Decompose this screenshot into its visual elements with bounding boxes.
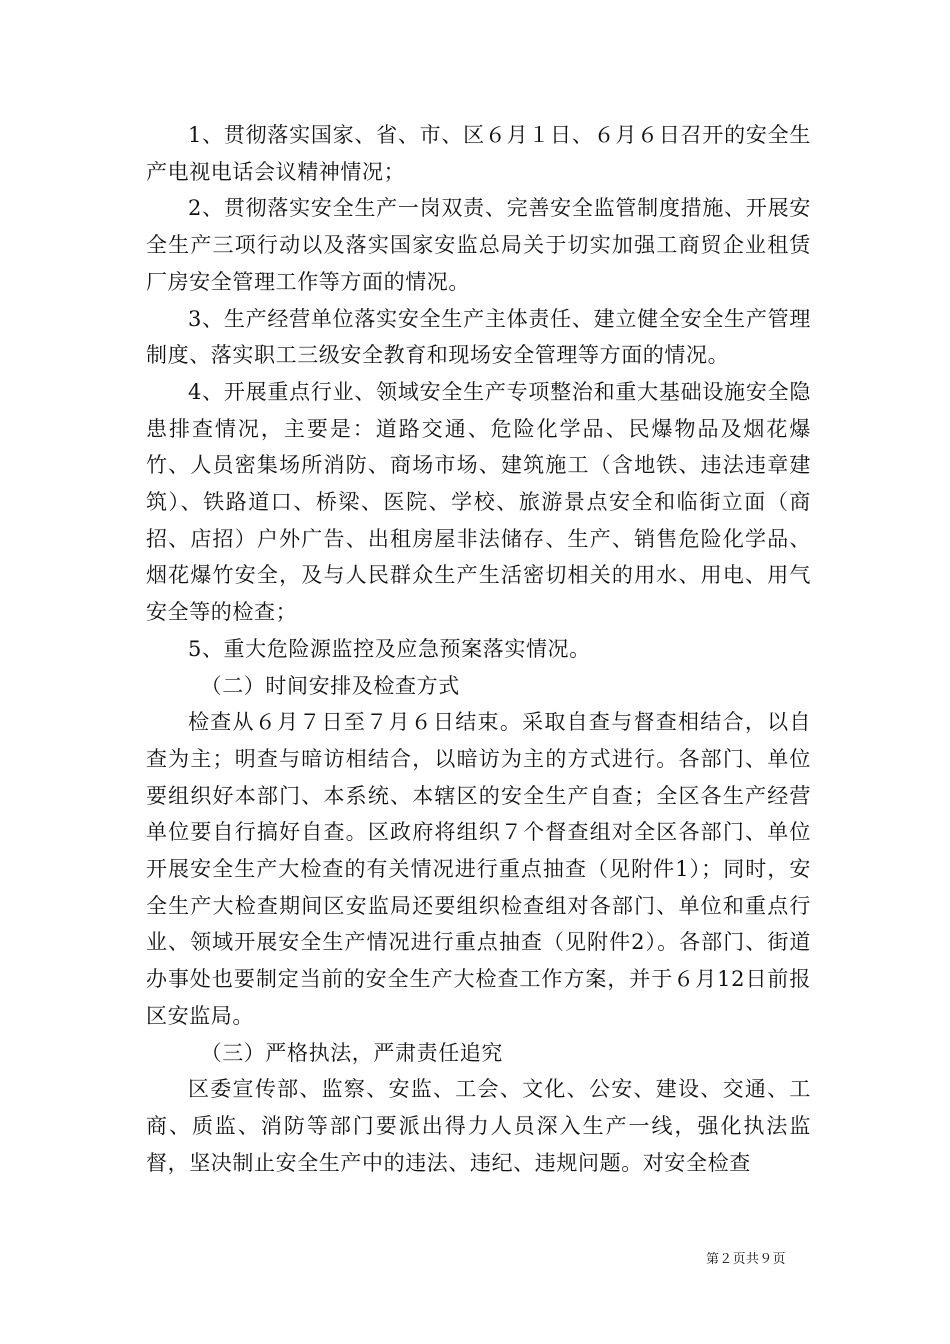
paragraph-item-5: 5、重大危险源监控及应急预案落实情况。: [188, 636, 591, 661]
paragraph-enforcement: 区委宣传部、监察、安监、工会、文化、公安、建设、交通、工商、质监、消防等部门要派出得力人员深入生产一线，强化执法监督，坚决制止安全生产中的违法、违纪、违规问题。对安全检查: [146, 1077, 811, 1175]
paragraph-schedule: 检查从６月７日至７月６日结束。采取自查与督查相结合，以自查为主；明查与暗访相结合，以暗访为主的方式进行。各部门、单位要组织好本部门、本系统、本辖区的安全生产自查；全区各生产经营单位要自行搞好自查。区政府将组织７个督查组对全区各部门、单位开展安全生产大检查的有关情况进行重点抽查（见附件1）；同时，安全生产大检查期间区安监局还要组织检查组对各部门、单位和重点行业、领域开展安全生产情况进行重点抽查（见附件2）。各部门、街道办事处也要制定当前的安全生产大检查工作方案，并于６月12日前报区安监局。: [146, 710, 811, 1028]
paragraph-item-1: 1、贯彻落实国家、省、市、区６月１日、６月６日召开的安全生产电视电话会议精神情况；: [146, 123, 811, 184]
paragraph-item-3: 3、生产经营单位落实安全生产主体责任、建立健全安全生产管理制度、落实职工三级安全教育和现场安全管理等方面的情况。: [146, 306, 811, 368]
paragraph-item-2: 2、贯彻落实安全生产一岗双责、完善安全监管制度措施、开展安全生产三项行动以及落实国家安监总局关于切实加强工商贸企业租赁厂房安全管理工作等方面的情况。: [146, 196, 811, 294]
section-heading-enforcement: （三）严格执法，严肃责任追究: [200, 1040, 503, 1065]
document-body: [146, 117, 811, 1181]
paragraph-item-4: 4、开展重点行业、领域安全生产专项整治和重大基础设施安全隐患排查情况，主要是：道路交通、危险化学品、民爆物品及烟花爆竹、人员密集场所消防、商场市场、建筑施工（含地铁、违法违章建筑）、铁路道口、桥梁、医院、学校、旅游景点安全和临街立面（商招、店招）户外广告、出租房屋非法储存、生产、销售危险化学品、烟花爆竹安全，及与人民群众生产生活密切相关的用水、用电、用气安全等的检查；: [146, 379, 811, 625]
page-number-footer: 第２页共９页: [706, 1252, 786, 1267]
section-heading-schedule: （二）时间安排及检查方式: [200, 673, 460, 698]
